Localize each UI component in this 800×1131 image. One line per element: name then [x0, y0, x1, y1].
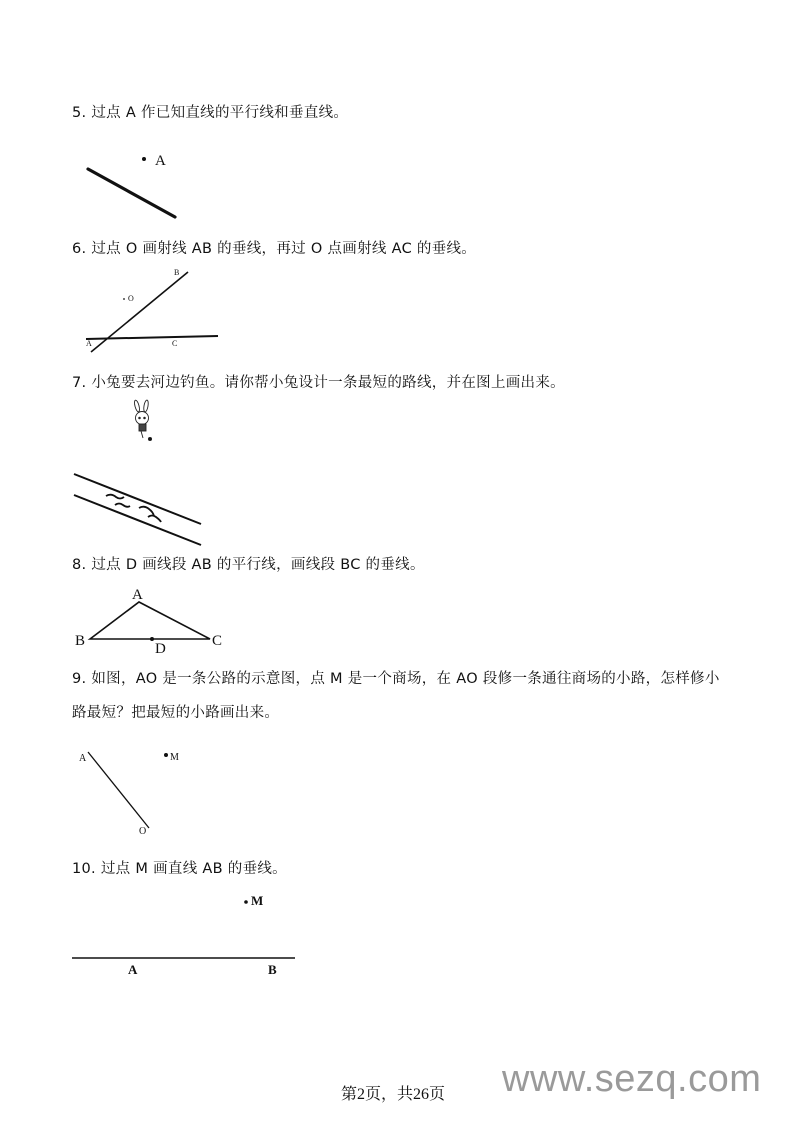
- page-number: 第2页，共26页: [341, 1086, 446, 1103]
- question-5-text: 5. 过点 A 作已知直线的平行线和垂直线。: [72, 105, 349, 121]
- ray-b-label: B: [174, 268, 180, 277]
- question-6-text: 6. 过点 O 画射线 AB 的垂线，再过 O 点画射线 AC 的垂线。: [72, 241, 477, 257]
- triangle-a-label: A: [132, 587, 143, 603]
- vertex-a-label: A: [86, 339, 92, 348]
- point-a-label: A: [155, 153, 166, 169]
- question-10-text: 10. 过点 M 画直线 AB 的垂线。: [72, 861, 287, 877]
- line-a-label: A: [128, 962, 138, 977]
- watermark: www.sezq.com: [502, 1058, 762, 1100]
- point-o-label: O: [128, 294, 134, 303]
- triangle-b-label: B: [75, 633, 86, 649]
- point-d-label: D: [155, 641, 166, 657]
- triangle-c-label: C: [212, 633, 223, 649]
- question-7-text: 7. 小兔要去河边钓鱼。请你帮小兔设计一条最短的路线，并在图上画出来。: [72, 375, 565, 391]
- question-9-text: 9. 如图，AO 是一条公路的示意图，点 M 是一个商场，在 AO 段修一条通往商场的小路，怎样修小路最短？把最短的小路画出来。: [72, 671, 720, 721]
- line-b-label: B: [268, 962, 277, 977]
- road-a-label: A: [79, 753, 87, 764]
- point-m-label: M: [251, 893, 264, 908]
- question-8-text: 8. 过点 D 画线段 AB 的平行线，画线段 BC 的垂线。: [72, 557, 425, 573]
- ray-c-label: C: [172, 339, 178, 348]
- mall-m-label: M: [170, 752, 179, 763]
- road-o-label: O: [139, 826, 147, 837]
